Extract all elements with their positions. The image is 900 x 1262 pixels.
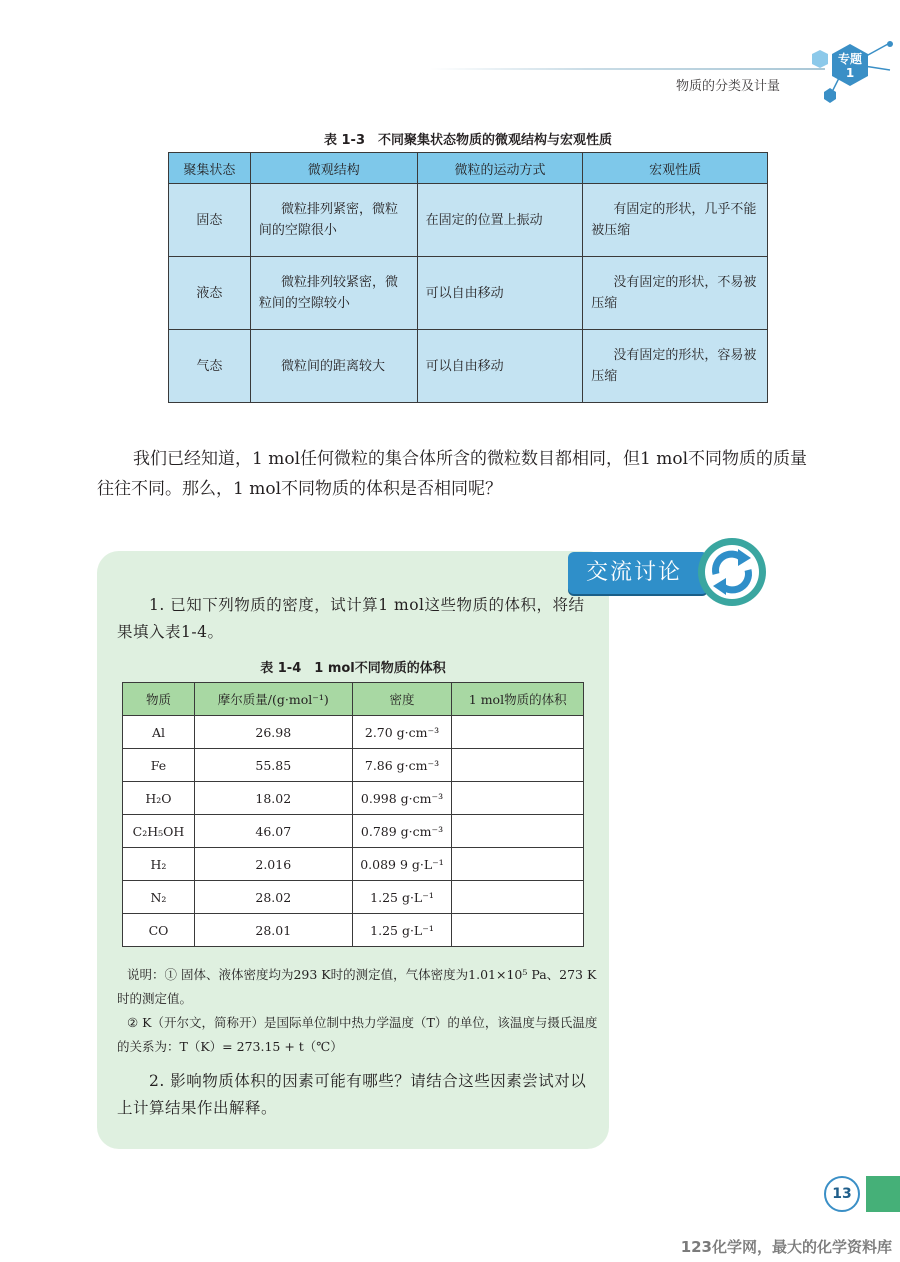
body-paragraph: 我们已经知道，1 mol任何微粒的集合体所含的微粒数目都相同，但1 mol不同物质的质量往往不同。那么，1 mol不同物质的体积是否相同呢？ xyxy=(97,449,808,499)
motion-cell: 可以自由移动 xyxy=(417,257,583,330)
table-header-row xyxy=(169,153,768,184)
chapter-badge-title: 专题 xyxy=(837,52,862,66)
chapter-subtitle: 物质的分类及计量 xyxy=(676,79,781,94)
volume-cell[interactable] xyxy=(452,716,584,749)
substance-cell: CO xyxy=(123,914,195,947)
state-cell: 液态 xyxy=(169,257,251,330)
substance-cell: Fe xyxy=(123,749,195,782)
column-header: 微观结构 xyxy=(250,153,417,184)
molar-mass-cell: 46.07 xyxy=(194,815,352,848)
state-cell: 气态 xyxy=(169,330,251,403)
property-cell: 没有固定的形状，容易被压缩 xyxy=(583,330,768,403)
motion-cell: 可以自由移动 xyxy=(417,330,583,403)
structure-cell: 微粒排列较紧密，微粒间的空隙较小 xyxy=(250,257,417,330)
column-header: 物质 xyxy=(123,683,195,716)
table-header-row xyxy=(123,683,584,716)
density-cell: 0.998 g·cm⁻³ xyxy=(352,782,452,815)
note-1: 说明：① 固体、液体密度均为293 K时的测定值，气体密度为1.01×10⁵ Pa、273 K时的测定值。 xyxy=(117,967,597,1006)
property-cell: 有固定的形状，几乎不能被压缩 xyxy=(583,184,768,257)
table-row xyxy=(123,881,584,914)
table13-caption: 表 1-3 不同聚集状态物质的微观结构与宏观性质 xyxy=(323,133,612,148)
density-cell: 2.70 g·cm⁻³ xyxy=(352,716,452,749)
molar-mass-cell: 28.01 xyxy=(194,914,352,947)
volume-cell[interactable] xyxy=(452,881,584,914)
motion-cell: 在固定的位置上振动 xyxy=(417,184,583,257)
molar-mass-cell: 18.02 xyxy=(194,782,352,815)
page-tab xyxy=(866,1176,900,1212)
volume-cell[interactable] xyxy=(452,848,584,881)
substance-cell: Al xyxy=(123,716,195,749)
state-cell: 固态 xyxy=(169,184,251,257)
molar-volume-table xyxy=(122,682,584,947)
question-2: 2. 影响物质体积的因素可能有哪些？请结合这些因素尝试对以上计算结果作出解释。 xyxy=(117,1072,587,1117)
density-cell: 0.789 g·cm⁻³ xyxy=(352,815,452,848)
volume-cell[interactable] xyxy=(452,749,584,782)
table-row xyxy=(123,848,584,881)
molar-mass-cell: 2.016 xyxy=(194,848,352,881)
table-row xyxy=(123,914,584,947)
density-cell: 0.089 9 g·L⁻¹ xyxy=(352,848,452,881)
molar-mass-cell: 28.02 xyxy=(194,881,352,914)
volume-cell[interactable] xyxy=(452,782,584,815)
substance-cell: C₂H₅OH xyxy=(123,815,195,848)
chapter-badge xyxy=(830,52,870,80)
refresh-cycle-icon xyxy=(696,536,768,608)
column-header: 聚集状态 xyxy=(169,153,251,184)
volume-cell[interactable] xyxy=(452,914,584,947)
page-number: 13 xyxy=(824,1176,860,1212)
property-cell: 没有固定的形状，不易被压缩 xyxy=(583,257,768,330)
note-2: ② K（开尔文，简称开）是国际单位制中热力学温度（T）的单位，该温度与摄氏温度的关系为：T（K）= 273.15 + t（℃） xyxy=(117,1015,598,1054)
substance-cell: N₂ xyxy=(123,881,195,914)
substance-cell: H₂O xyxy=(123,782,195,815)
table-row xyxy=(169,184,768,257)
molar-mass-cell: 55.85 xyxy=(194,749,352,782)
watermark: 123化学网，最大的化学资料库 xyxy=(680,1238,892,1256)
column-header: 摩尔质量/(g·mol⁻¹) xyxy=(194,683,352,716)
molar-mass-cell: 26.98 xyxy=(194,716,352,749)
table-row xyxy=(123,815,584,848)
density-cell: 1.25 g·L⁻¹ xyxy=(352,914,452,947)
table-row xyxy=(123,782,584,815)
density-cell: 7.86 g·cm⁻³ xyxy=(352,749,452,782)
volume-cell[interactable] xyxy=(452,815,584,848)
density-cell: 1.25 g·L⁻¹ xyxy=(352,881,452,914)
table-row xyxy=(169,257,768,330)
structure-cell: 微粒排列紧密，微粒间的空隙很小 xyxy=(250,184,417,257)
table14-caption: 表 1-4 1 mol不同物质的体积 xyxy=(260,661,446,676)
table-row xyxy=(123,716,584,749)
header-rule xyxy=(430,68,825,70)
column-header: 1 mol物质的体积 xyxy=(452,683,584,716)
table-note xyxy=(117,963,599,1059)
discussion-title: 交流讨论 xyxy=(568,552,708,594)
table-row xyxy=(123,749,584,782)
substance-cell: H₂ xyxy=(123,848,195,881)
states-of-matter-table xyxy=(168,152,768,403)
question-1: 1. 已知下列物质的密度，试计算1 mol这些物质的体积，将结果填入表1-4。 xyxy=(117,596,585,641)
structure-cell: 微粒间的距离较大 xyxy=(250,330,417,403)
table-row xyxy=(169,330,768,403)
column-header: 微粒的运动方式 xyxy=(417,153,583,184)
column-header: 密度 xyxy=(352,683,452,716)
column-header: 宏观性质 xyxy=(583,153,768,184)
chapter-badge-number: 1 xyxy=(845,66,855,80)
